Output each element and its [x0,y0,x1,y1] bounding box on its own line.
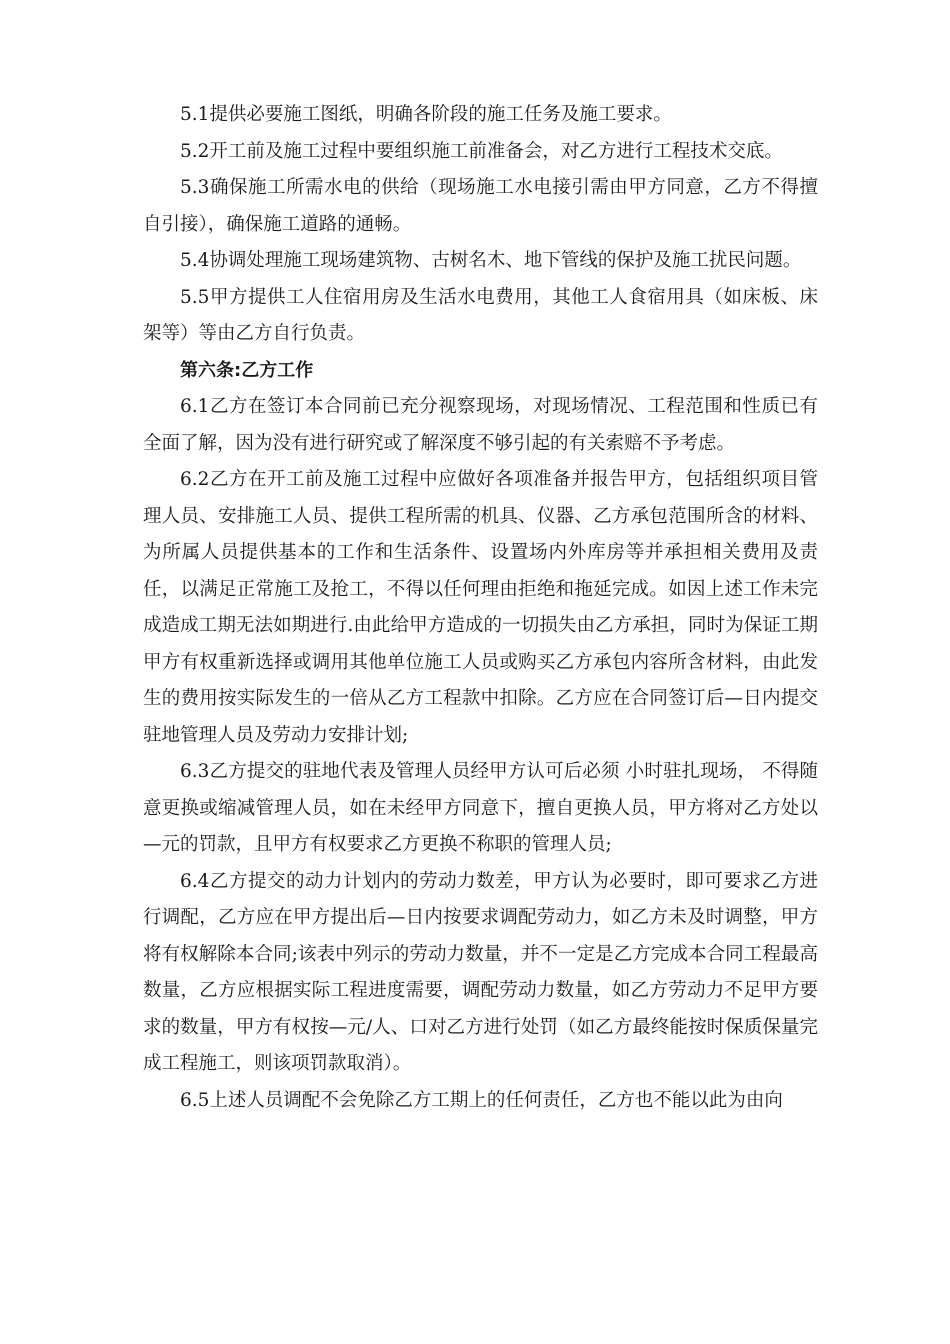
clause-5-5: 5.5甲方提供工人住宿用房及生活水电费用，其他工人食宿用具（如床板、床架等）等由乙方自行负责。 [143,286,818,344]
clause-6-2: 6.2乙方在开工前及施工过程中应做好各项准备并报告甲方，包括组织项目管理人员、安排施工人员、提供工程所需的机具、仪器、乙方承包范围所含的材料、为所属人员提供基本的工作和生活条件、设置场内外库房等并承担相关费用及责任，以满足正常施工及抢工，不得以任何理由拒绝和拖延完成。如因上述工作未完成造成工期无法如期进行.由此给甲方造成的一切损失由乙方承担，同时为保证工期甲方有权重新选择或调用其他单位施工人员或购买乙方承包内容所含材料，由此发生的费用按实际发生的一倍从乙方工程款中扣除。乙方应在合同签订后—日内提交驻地管理人员及劳动力安排计划; [143,469,818,746]
clause-5-3: 5.3确保施工所需水电的供给（现场施工水电接引需由甲方同意，乙方不得擅自引接），确保施工道路的通畅。 [143,177,818,235]
clause-6-3: 6.3乙方提交的驻地代表及管理人员经甲方认可后必须 小时驻扎现场， 不得随意更换或缩减管理人员，如在未经甲方同意下，擅自更换人员，甲方将对乙方处以—元的罚款，且甲方有权要求乙方更换不称职的管理人员; [143,761,818,855]
clause-6-1: 6.1乙方在签订本合同前已充分视察现场，对现场情况、工程范围和性质已有全面了解，因为没有进行研究或了解深度不够引起的有关索赔不予考虑。 [143,396,818,454]
clause-5-4: 5.4协调处理施工现场建筑物、古树名木、地下管线的保护及施工扰民问题。 [180,250,802,271]
clause-5-2: 5.2开工前及施工过程中要组织施工前准备会，对乙方进行工程技术交底。 [180,140,783,162]
clause-6-4: 6.4乙方提交的动力计划内的劳动力数差，甲方认为必要时，即可要求乙方进行调配，乙方应在甲方提出后—日内按要求调配劳动力，如乙方未及时调整，甲方将有权解除本合同;该表中列示的劳动力数量，并不一定是乙方完成本合同工程最高数量，乙方应根据实际工程进度需要，调配劳动力数量，如乙方劳动力不足甲方要求的数量，甲方有权按—元/人、口对乙方进行处罚（如乙方最终能按时保质保量完成工程施工，则该项罚款取消）。 [143,870,818,1074]
article-6-heading: 第六条:乙方工作 [180,359,314,381]
clause-6-5: 6.5上述人员调配不会免除乙方工期上的任何责任，乙方也不能以此为由向 [180,1089,783,1111]
document-body [143,97,818,1119]
clause-5-1: 5.1提供必要施工图纸，明确各阶段的施工任务及施工要求。 [180,104,672,125]
